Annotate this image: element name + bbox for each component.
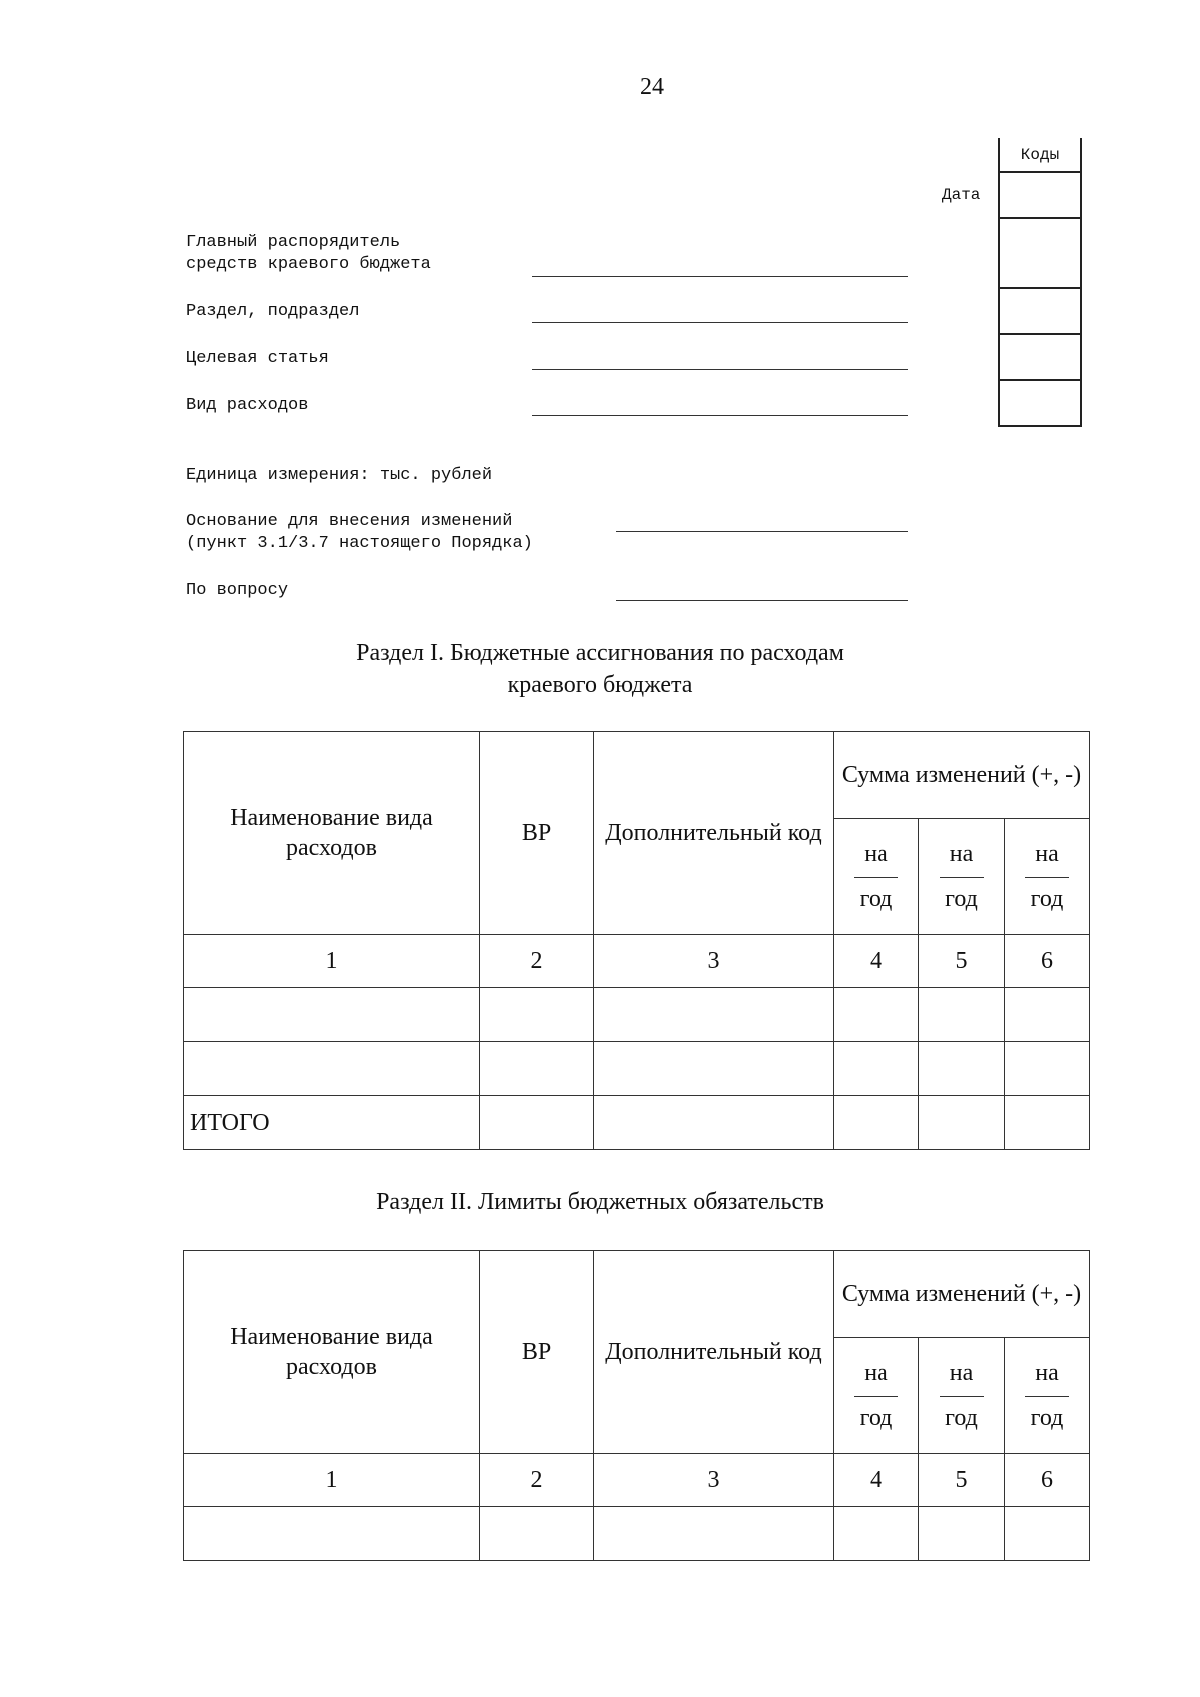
- page-number: 24: [640, 74, 664, 100]
- expense-type-input[interactable]: [532, 415, 908, 416]
- table-cell[interactable]: [834, 1042, 919, 1096]
- code-cell-expense-type[interactable]: [1000, 381, 1080, 427]
- code-cell-main-manager[interactable]: [1000, 219, 1080, 289]
- col-number-5: 5: [919, 935, 1005, 988]
- year-2-top: на: [949, 1360, 974, 1386]
- basis-label-line1: Основание для внесения изменений: [186, 512, 513, 531]
- year-1-bottom: год: [859, 886, 893, 912]
- year-1-top: на: [864, 841, 888, 867]
- col-name-header: Наименование вида расходов: [184, 732, 480, 935]
- table-cell[interactable]: [834, 1507, 919, 1561]
- col-sum-header: Сумма изменений (+, -): [834, 732, 1090, 819]
- section1-title-line2: краевого бюджета: [507, 672, 693, 698]
- expense-type-label: Вид расходов: [186, 396, 309, 415]
- year-3-bottom: год: [1030, 1405, 1064, 1431]
- year-3-top: на: [1035, 1360, 1059, 1386]
- question-label: По вопросу: [186, 581, 289, 600]
- table-cell[interactable]: [480, 1096, 594, 1150]
- table-cell[interactable]: [480, 1507, 594, 1561]
- table-cell[interactable]: [1005, 1507, 1090, 1561]
- basis-label: [186, 511, 533, 555]
- col-year-3-header: [1005, 819, 1090, 935]
- col-number-4: 4: [834, 1454, 919, 1507]
- code-cell-section[interactable]: [1000, 289, 1080, 335]
- target-article-input[interactable]: [532, 369, 908, 370]
- col-number-2: 2: [480, 1454, 594, 1507]
- table-cell[interactable]: [594, 1096, 834, 1150]
- table-cell[interactable]: [1005, 988, 1090, 1042]
- col-sum-header: Сумма изменений (+, -): [834, 1251, 1090, 1338]
- col-number-1: 1: [184, 935, 480, 988]
- table-row: [184, 1507, 1090, 1561]
- table-cell[interactable]: [1005, 1042, 1090, 1096]
- table-cell[interactable]: [594, 1042, 834, 1096]
- year-2-bottom: год: [945, 1405, 978, 1431]
- year-3-top: на: [1035, 841, 1059, 867]
- col-number-5: 5: [919, 1454, 1005, 1507]
- target-article-label: Целевая статья: [186, 349, 329, 368]
- section1-table: [183, 731, 1090, 1150]
- codes-box: [998, 138, 1082, 427]
- total-row: [184, 1096, 1090, 1150]
- main-manager-label-line2: средств краевого бюджета: [186, 255, 431, 274]
- table-cell[interactable]: [184, 988, 480, 1042]
- col-number-3: 3: [594, 935, 834, 988]
- basis-input[interactable]: [616, 531, 908, 532]
- table-cell[interactable]: [480, 1042, 594, 1096]
- year-3-bottom: год: [1030, 886, 1064, 912]
- table-cell[interactable]: [834, 1096, 919, 1150]
- table-row: [184, 988, 1090, 1042]
- section-input[interactable]: [532, 322, 908, 323]
- table-cell[interactable]: [1005, 1096, 1090, 1150]
- year-2-top: на: [949, 841, 974, 867]
- main-manager-label-line1: Главный распорядитель: [186, 233, 401, 252]
- section2-title: Раздел II. Лимиты бюджетных обязательств: [376, 1189, 824, 1215]
- col-year-2-header: [919, 1338, 1005, 1454]
- code-cell-date[interactable]: [1000, 173, 1080, 219]
- main-manager-label: [186, 232, 431, 276]
- col-extra-code-header: Дополнительный код: [594, 1251, 834, 1454]
- section1-title: [0, 637, 1200, 701]
- codes-header: Коды: [1000, 138, 1080, 173]
- table-cell[interactable]: [919, 1507, 1005, 1561]
- basis-label-line2: (пункт 3.1/3.7 настоящего Порядка): [186, 534, 533, 553]
- col-name-header: Наименование вида расходов: [184, 1251, 480, 1454]
- col-number-6: 6: [1005, 935, 1090, 988]
- table-cell[interactable]: [594, 1507, 834, 1561]
- year-1-top: на: [864, 1360, 888, 1386]
- table-row: [184, 1042, 1090, 1096]
- table-cell[interactable]: [919, 1042, 1005, 1096]
- col-year-1-header: [834, 819, 919, 935]
- main-manager-input[interactable]: [532, 276, 908, 277]
- col-number-6: 6: [1005, 1454, 1090, 1507]
- year-2-bottom: год: [945, 886, 978, 912]
- table-cell[interactable]: [919, 988, 1005, 1042]
- col-year-3-header: [1005, 1338, 1090, 1454]
- col-year-1-header: [834, 1338, 919, 1454]
- column-numbers-row: [184, 935, 1090, 988]
- code-cell-target[interactable]: [1000, 335, 1080, 381]
- table-cell[interactable]: [184, 1042, 480, 1096]
- table-cell[interactable]: [184, 1507, 480, 1561]
- column-numbers-row: [184, 1454, 1090, 1507]
- section1-title-line1: Раздел I. Бюджетные ассигнования по расходам: [356, 640, 844, 666]
- col-extra-code-header: Дополнительный код: [594, 732, 834, 935]
- question-input[interactable]: [616, 600, 908, 601]
- col-number-1: 1: [184, 1454, 480, 1507]
- col-number-2: 2: [480, 935, 594, 988]
- unit-label: Единица измерения: тыс. рублей: [186, 466, 493, 485]
- date-label: Дата: [942, 186, 981, 204]
- col-number-3: 3: [594, 1454, 834, 1507]
- section-label: Раздел, подраздел: [186, 302, 360, 321]
- table-cell[interactable]: [480, 988, 594, 1042]
- table-cell[interactable]: [919, 1096, 1005, 1150]
- section2-table: [183, 1250, 1090, 1561]
- year-1-bottom: год: [859, 1405, 893, 1431]
- col-vr-header: ВР: [480, 732, 594, 935]
- col-number-4: 4: [834, 935, 919, 988]
- col-vr-header: ВР: [480, 1251, 594, 1454]
- total-label: ИТОГО: [184, 1096, 480, 1150]
- table-cell[interactable]: [834, 988, 919, 1042]
- table-cell[interactable]: [594, 988, 834, 1042]
- col-year-2-header: [919, 819, 1005, 935]
